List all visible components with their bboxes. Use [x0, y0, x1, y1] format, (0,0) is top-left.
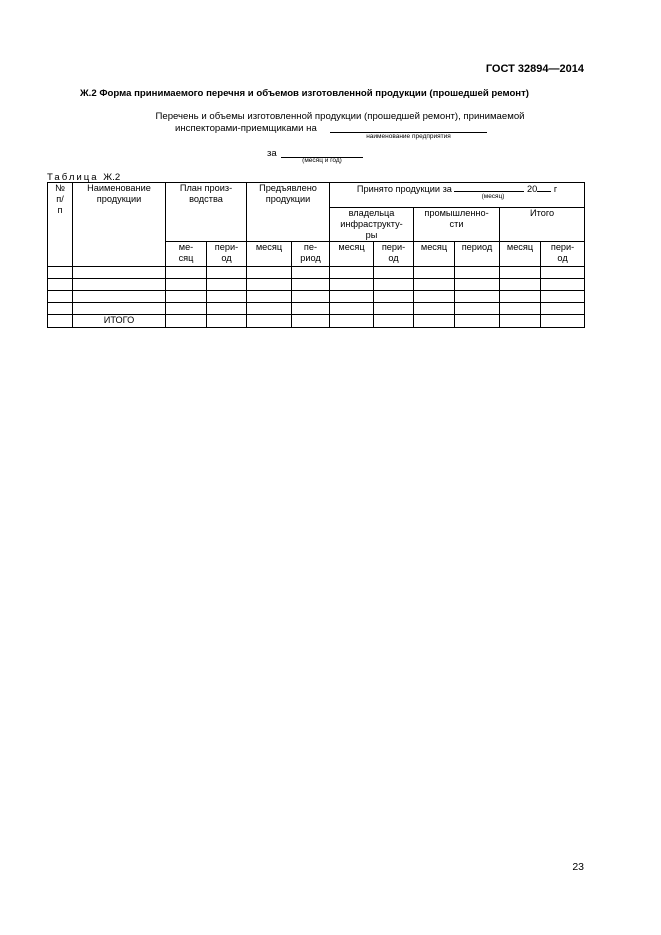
header-plan-period: пери- од — [207, 242, 247, 267]
section-title: Ж.2 Форма принимаемого перечня и объемов изготовленной продукции (прошедшей ремонт) — [80, 88, 529, 99]
header-industry-period: период — [455, 242, 500, 267]
table-row — [48, 267, 585, 279]
products-table — [47, 182, 585, 328]
page-number: 23 — [572, 861, 584, 873]
header-owner-month: месяц — [330, 242, 374, 267]
table-caption-number: Ж.2 — [103, 172, 121, 183]
header-total: Итого — [500, 208, 585, 242]
header-production-plan: План произ- водства — [166, 183, 247, 242]
header-industry: промышленно- сти — [414, 208, 500, 242]
table-caption-prefix: Таблица — [47, 172, 99, 183]
header-total-period: пери- од — [541, 242, 585, 267]
header-presented-month: месяц — [247, 242, 292, 267]
period-caption: (месяц и год) — [302, 157, 342, 164]
header-industry-month: месяц — [414, 242, 455, 267]
header-accepted: Принято продукции за 20 г (месяц) — [330, 183, 585, 208]
header-product-name: Наименование продукции — [73, 183, 166, 267]
header-owner-period: пери- од — [374, 242, 414, 267]
period-label: за — [267, 148, 277, 159]
header-presented: Предъявлено продукции — [247, 183, 330, 242]
header-num: № п/ п — [48, 183, 73, 267]
organization-caption: наименование предприятия — [366, 133, 451, 140]
intro-line-2: инспекторами-приемщиками на — [175, 123, 317, 134]
table-row — [48, 279, 585, 291]
intro-line-1: Перечень и объемы изготовленной продукции (прошедшей ремонт), принимаемой — [155, 111, 525, 122]
header-plan-month: ме- сяц — [166, 242, 207, 267]
accepted-month-caption: (месяц) — [481, 193, 505, 200]
total-row — [48, 315, 585, 328]
standard-designation: ГОСТ 32894—2014 — [485, 63, 584, 75]
header-owner: владельца инфраструкту- ры — [330, 208, 414, 242]
table-row — [48, 303, 585, 315]
total-row-label: ИТОГО — [73, 315, 166, 328]
header-total-month: месяц — [500, 242, 541, 267]
table-row — [48, 291, 585, 303]
header-presented-period: пе- риод — [292, 242, 330, 267]
